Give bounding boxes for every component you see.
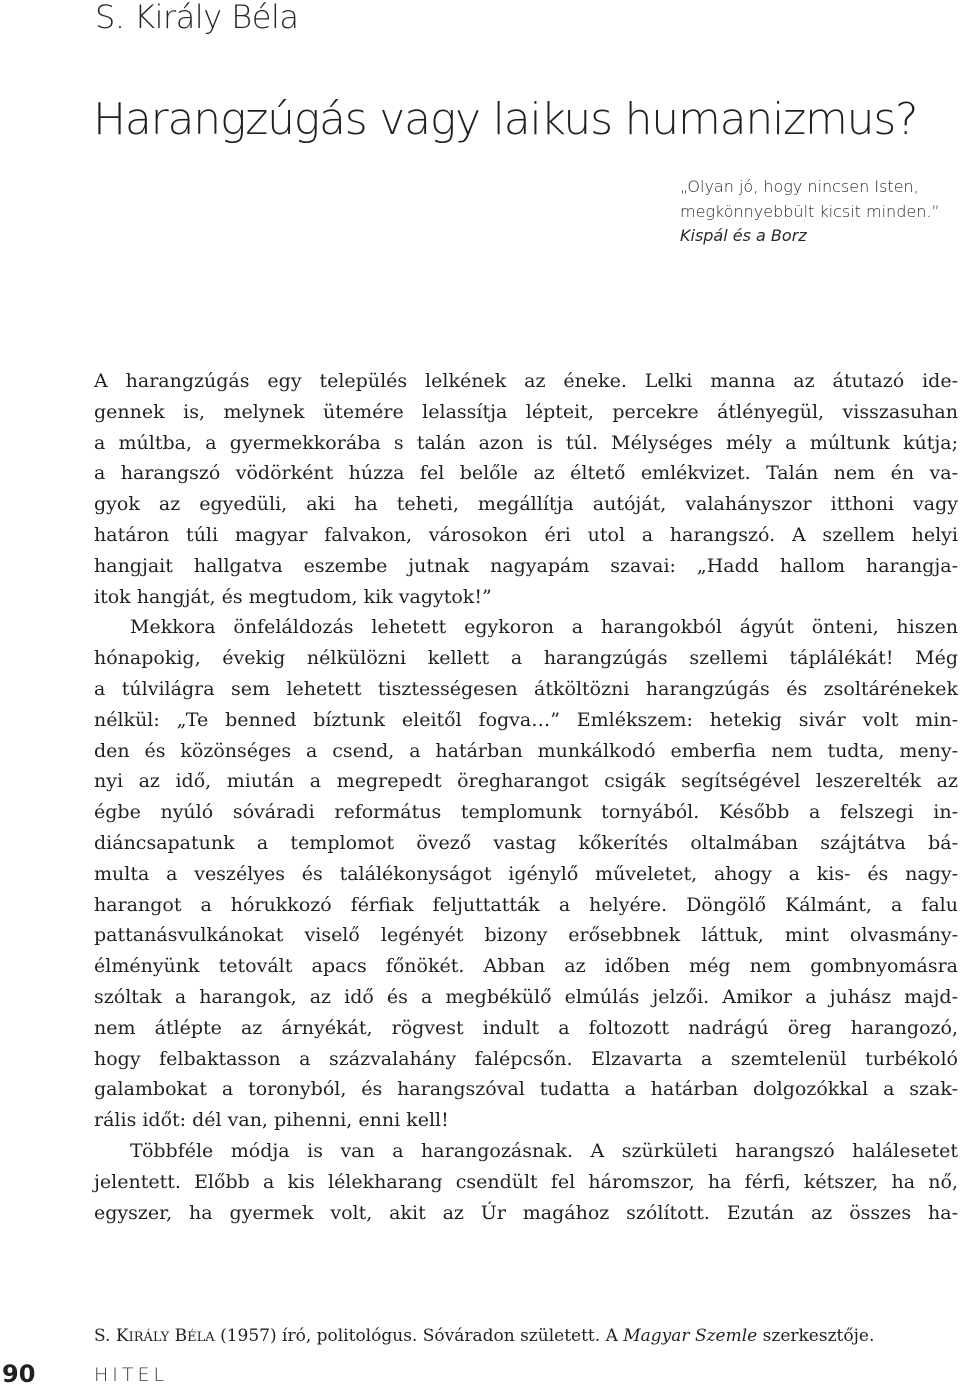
footnote-journal: Magyar Szemle [623, 1326, 758, 1346]
motto-line: megkönnyebbült kicsit minden.” [680, 201, 940, 221]
body-line: élményünk tetovált apacs főnökét. Abban az időben még nem gombnyomásra [94, 955, 958, 978]
motto-line: „Olyan jó, hogy nincsen Isten, [680, 177, 919, 196]
body-line: nyi az idő, miután a megrepedt öregharangot csigák segítségével leszerelték az [94, 770, 958, 793]
footnote-author-surname: IRÁLY [128, 1330, 170, 1345]
body-line: Többféle módja is van a harangozásnak. A szürkületi harangszó halálesetet [130, 1139, 958, 1162]
body-line: hangjait hallgatva eszembe jutnak nagyapám szavai: „Hadd hallom harangja- [94, 554, 958, 577]
body-line: a túlvilágra sem lehetett tisztességesen átköltözni harangzúgás és zsoltárénekek [94, 677, 958, 700]
journal-name: HITEL [94, 1364, 169, 1386]
body-line: hónapokig, évekig nélkülözni kellett a harangzúgás szellemi táplálékát! Még [94, 647, 958, 670]
motto-attribution: Kispál és a Borz [680, 226, 807, 245]
body-line: jelentett. Előbb a kis lélekharang csendült fel háromszor, ha férfi, kétszer, ha nő, [94, 1170, 958, 1193]
body-line: nélkül: „Te benned bíztunk eleitől fogva…” Emlékszem: hetekig sivár volt min- [94, 708, 958, 731]
body-line: gennek is, melynek ütemére lelassítja lépteit, percekre átlényegül, visszasuhan [94, 400, 958, 423]
footnote-author-given-initial: B [169, 1326, 188, 1346]
body-line: nem átlépte az árnyékát, rögvest indult a foltozott nadrágú öreg harangozó, [94, 1016, 958, 1039]
body-line: den és közönséges a csend, a határban munkálkodó emberfia nem tudta, meny- [94, 739, 958, 762]
article-body [94, 366, 958, 1228]
body-line: a harangszó vödörként húzza fel belőle az éltető emlékvizet. Talán nem én va- [94, 462, 958, 485]
body-line: harangot a hórukkozó férfiak feljuttatták a helyére. Döngölő Kálmánt, a falu [94, 893, 958, 916]
body-line: galambokat a toronyból, és harangszóval tudatta a határban dolgozókkal a szak- [94, 1078, 958, 1101]
body-line: a múltba, a gyermekkorába s talán azon is túl. Mélységes mély a múltunk kútja; [94, 431, 958, 454]
page-number: 90 [2, 1360, 36, 1388]
body-line: rális időt: dél van, pihenni, enni kell! [94, 1109, 449, 1132]
footnote-text: (1957) író, politológus. Sóváradon született. A [214, 1326, 624, 1346]
body-line: égbe nyúló sóváradi református templomunk tornyából. Később a felszegi in- [94, 801, 958, 824]
body-line: multa a veszélyes és találékonyságot igénylő műveletet, ahogy a kis- és nagy- [94, 862, 958, 885]
body-line: határon túli magyar falvakon, városokon éri utol a harangszó. A szellem helyi [94, 523, 958, 546]
author-name: S. Király Béla [95, 0, 299, 36]
footnote-tail: szerkesztője. [757, 1326, 875, 1346]
body-line: A harangzúgás egy település lelkének az éneke. Lelki manna az átutazó ide- [94, 370, 958, 392]
body-line: hogy felbaktasson a százvalahány falépcsőn. Elzavarta a szemtelenül turbékoló [94, 1047, 958, 1070]
footnote-author-initial: S. K [94, 1326, 129, 1346]
body-line: diáncsapatunk a templomot övező vastag kőkerítés oltalmában szájtátva bá- [94, 831, 958, 854]
body-line: Mekkora önfeláldozás lehetett egykoron a harangokból ágyút önteni, hiszen [130, 616, 958, 639]
body-line: szóltak a harangok, az idő és a megbékülő elmúlás jelzői. Amikor a juhász majd- [94, 985, 958, 1008]
body-line: pattanásvulkánokat viselő legényét bizony erősebbnek láttuk, mint olvasmány- [94, 924, 958, 947]
motto [680, 175, 950, 249]
footnote-author-given-rest: ÉLA [187, 1330, 215, 1345]
body-line: egyszer, ha gyermek volt, akit az Úr magához szólított. Ezután az összes ha- [94, 1201, 958, 1224]
body-line: itok hangját, és megtudom, kik vagytok!” [94, 585, 492, 608]
article-title: Harangzúgás vagy laikus humanizmus? [93, 94, 918, 145]
author-footnote [94, 1326, 874, 1346]
body-line: gyok az egyedüli, aki ha teheti, megállítja autóját, valahányszor itthoni vagy [94, 493, 958, 516]
